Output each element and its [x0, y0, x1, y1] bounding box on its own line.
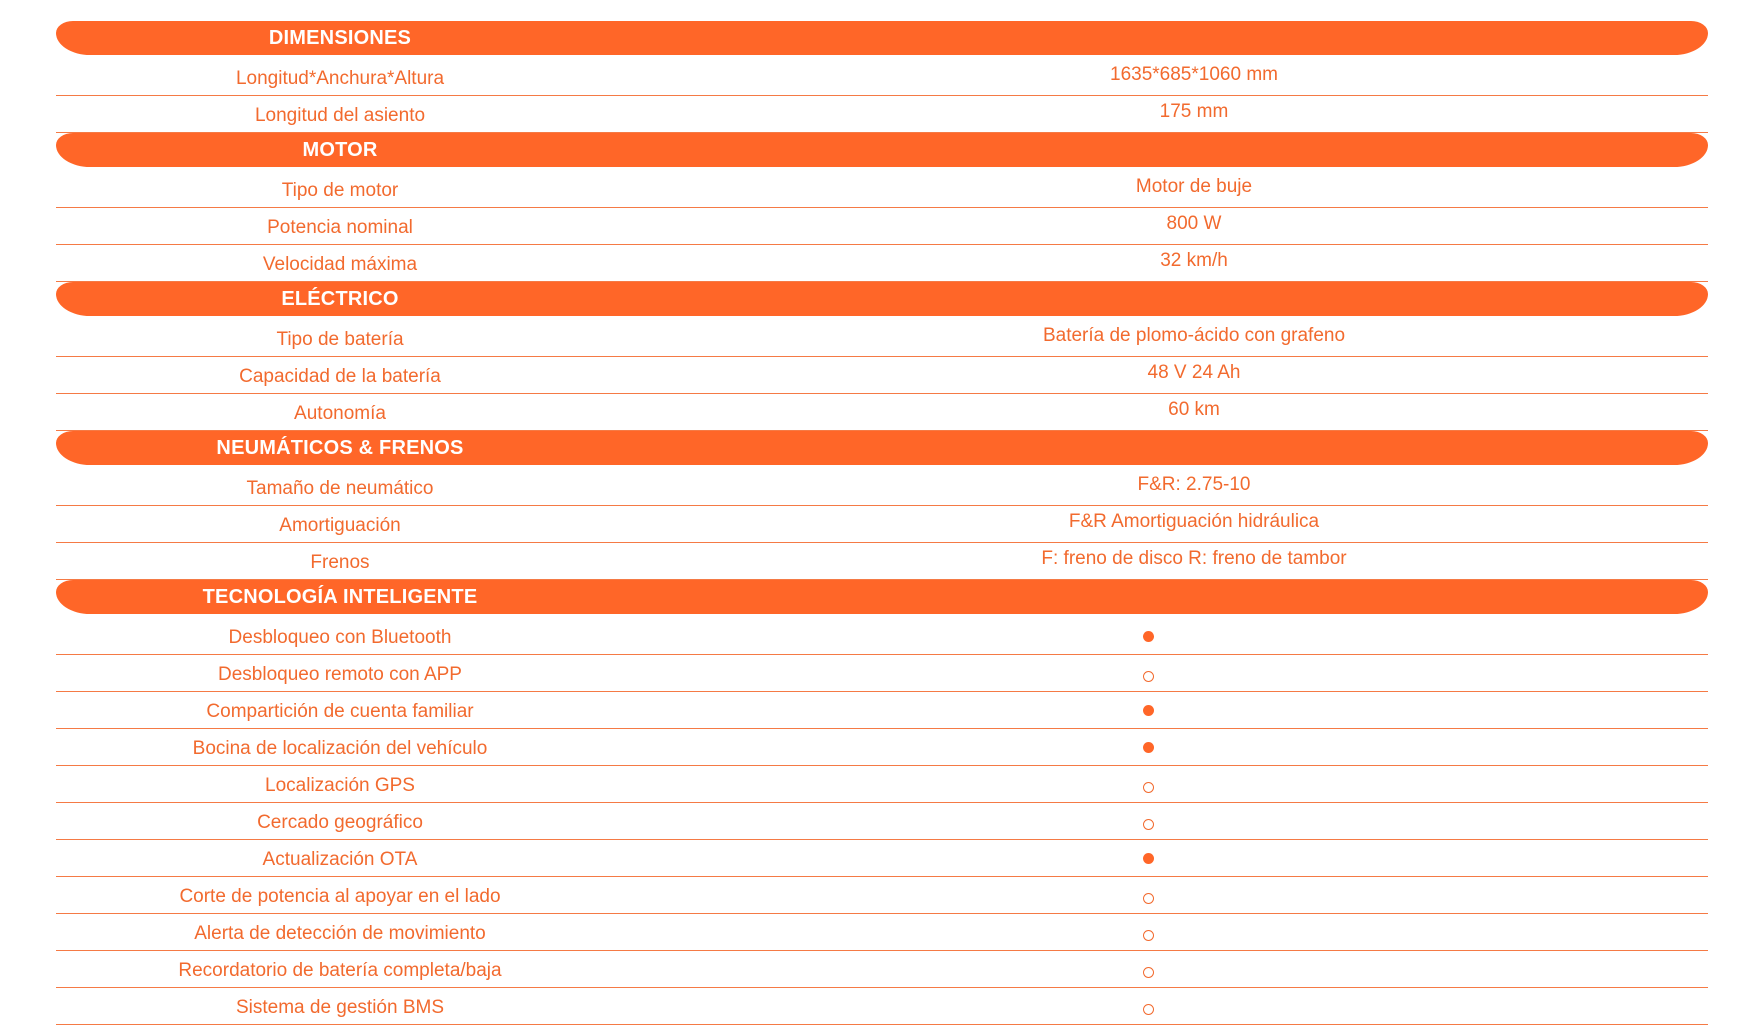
spec-value: F&R Amortiguación hidráulica: [1068, 511, 1320, 532]
spec-label: Autonomía: [294, 403, 386, 424]
section-header: [56, 431, 1708, 465]
section-header: [56, 21, 1708, 55]
filled-dot-icon: [1143, 631, 1154, 642]
spec-label: Cercado geográfico: [257, 812, 423, 833]
spec-label: Bocina de localización del vehículo: [192, 738, 488, 759]
empty-circle-icon: [1143, 930, 1154, 941]
empty-circle-icon: [1143, 782, 1154, 793]
spec-value: F&R: 2.75-10: [1137, 474, 1251, 495]
section-title: ELÉCTRICO: [281, 288, 399, 310]
spec-row: [56, 914, 1708, 951]
spec-row: [56, 506, 1708, 543]
spec-label: Amortiguación: [279, 515, 401, 536]
filled-dot-icon: [1143, 705, 1154, 716]
spec-row: [56, 618, 1708, 655]
section-header: [56, 580, 1708, 614]
spec-label: Recordatorio de batería completa/baja: [178, 960, 502, 981]
spec-label: Velocidad máxima: [262, 254, 418, 275]
spec-label: Corte de potencia al apoyar en el lado: [179, 886, 501, 907]
section-title: DIMENSIONES: [268, 27, 412, 49]
spec-row: [56, 988, 1708, 1025]
spec-row: [56, 803, 1708, 840]
empty-circle-icon: [1143, 1004, 1154, 1015]
spec-label: Compartición de cuenta familiar: [206, 701, 474, 722]
spec-label: Desbloqueo con Bluetooth: [228, 627, 452, 648]
spec-value: 60 km: [1168, 399, 1220, 420]
empty-circle-icon: [1143, 819, 1154, 830]
spec-label: Desbloqueo remoto con APP: [218, 664, 462, 685]
spec-value: 32 km/h: [1160, 250, 1228, 271]
spec-row: [56, 469, 1708, 506]
spec-value: 800 W: [1166, 213, 1222, 234]
spec-label: Capacidad de la batería: [239, 366, 441, 387]
spec-value: Motor de buje: [1135, 176, 1253, 197]
section-title: NEUMÁTICOS & FRENOS: [216, 437, 464, 459]
spec-row: [56, 877, 1708, 914]
spec-row: [56, 59, 1708, 96]
spec-row: [56, 208, 1708, 245]
spec-value: 1635*685*1060 mm: [1110, 64, 1278, 85]
spec-row: [56, 394, 1708, 431]
spec-label: Tipo de motor: [281, 180, 399, 201]
spec-row: [56, 357, 1708, 394]
spec-label: Sistema de gestión BMS: [235, 997, 445, 1018]
section-title: TECNOLOGÍA INTELIGENTE: [202, 586, 478, 608]
spec-label: Tamaño de neumático: [246, 478, 434, 499]
section-title: MOTOR: [302, 139, 378, 161]
spec-row: [56, 692, 1708, 729]
section-header: [56, 133, 1708, 167]
spec-value: F: freno de disco R: freno de tambor: [1041, 548, 1347, 569]
spec-value: 175 mm: [1159, 101, 1229, 122]
spec-label: Longitud del asiento: [254, 105, 426, 126]
filled-dot-icon: [1143, 853, 1154, 864]
spec-row: [56, 543, 1708, 580]
spec-row: [56, 171, 1708, 208]
spec-label: Potencia nominal: [267, 217, 413, 238]
spec-label: Actualización OTA: [262, 849, 418, 870]
filled-dot-icon: [1143, 742, 1154, 753]
spec-label: Tipo de batería: [276, 329, 404, 350]
spec-table: [56, 21, 1708, 1025]
spec-label: Longitud*Anchura*Altura: [235, 68, 445, 89]
spec-row: [56, 766, 1708, 803]
spec-value: 48 V 24 Ah: [1147, 362, 1241, 383]
empty-circle-icon: [1143, 671, 1154, 682]
spec-label: Frenos: [310, 552, 370, 573]
spec-value: Batería de plomo-ácido con grafeno: [1042, 325, 1346, 346]
spec-row: [56, 840, 1708, 877]
spec-row: [56, 729, 1708, 766]
spec-row: [56, 951, 1708, 988]
empty-circle-icon: [1143, 967, 1154, 978]
empty-circle-icon: [1143, 893, 1154, 904]
spec-label: Localización GPS: [265, 775, 415, 796]
spec-row: [56, 245, 1708, 282]
spec-row: [56, 96, 1708, 133]
spec-label: Alerta de detección de movimiento: [194, 923, 486, 944]
spec-row: [56, 320, 1708, 357]
spec-row: [56, 655, 1708, 692]
section-header: [56, 282, 1708, 316]
